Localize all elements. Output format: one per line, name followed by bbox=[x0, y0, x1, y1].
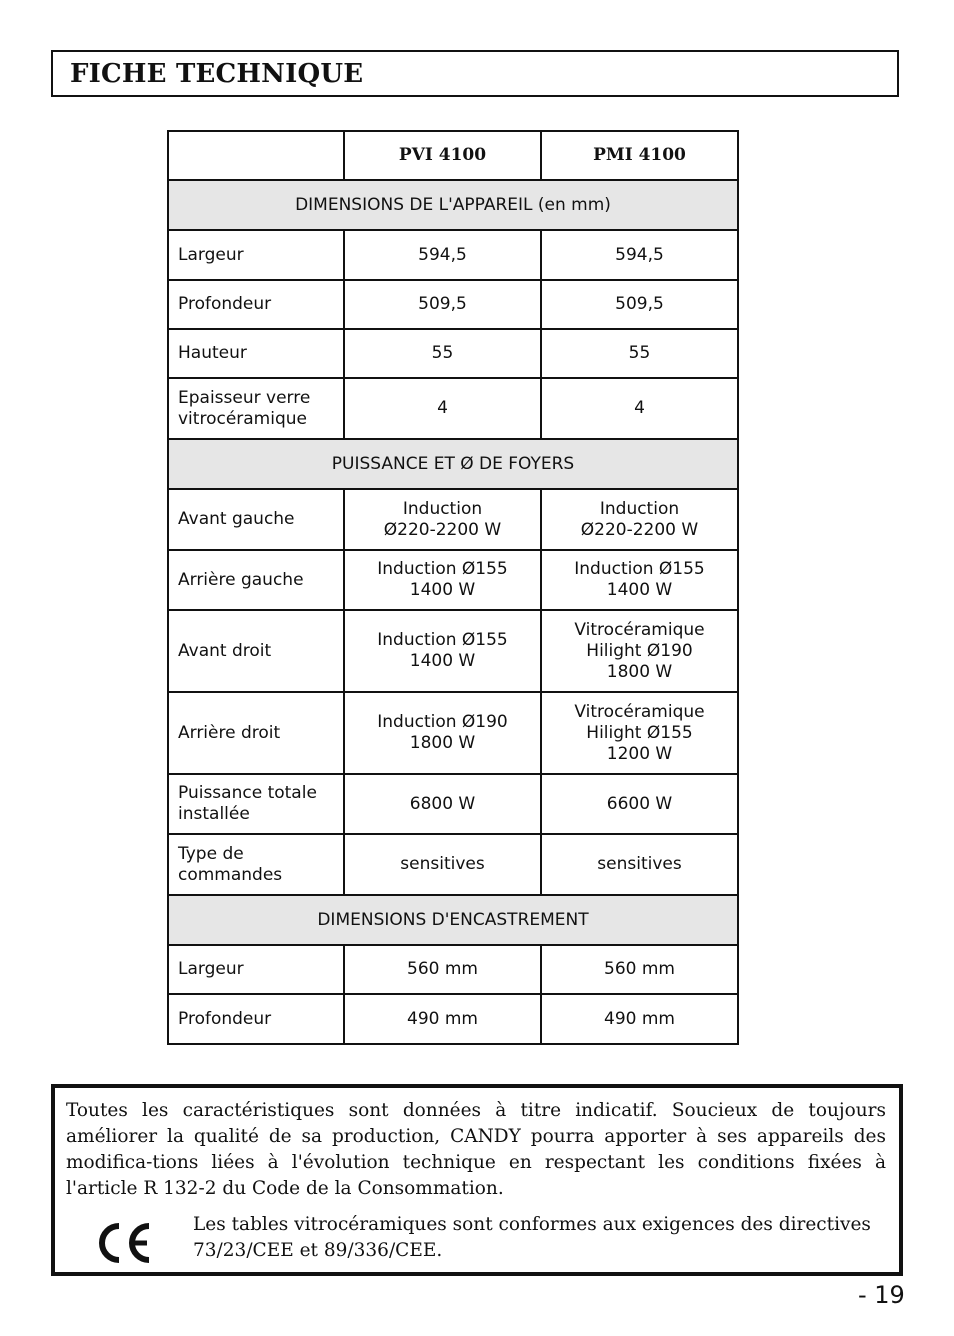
section-heading: DIMENSIONS D'ENCASTREMENT bbox=[168, 895, 738, 945]
cell-line: Hilight Ø155 bbox=[586, 722, 693, 743]
pmi-value bbox=[541, 550, 738, 610]
pmi-value bbox=[541, 692, 738, 774]
pvi-value bbox=[344, 692, 541, 774]
table-row bbox=[168, 230, 738, 280]
cell-line: 4 bbox=[634, 398, 645, 418]
cell-line: installée bbox=[178, 804, 250, 824]
table-row bbox=[168, 834, 738, 895]
note-box bbox=[51, 1084, 903, 1276]
cell-line: 509,5 bbox=[615, 294, 664, 314]
model-header: PMI 4100 bbox=[541, 131, 738, 180]
cell-line: commandes bbox=[178, 864, 283, 885]
cell-line: Largeur bbox=[178, 244, 244, 265]
cell-line: sensitives bbox=[597, 854, 682, 874]
cell-line: vitrocéramique bbox=[178, 408, 307, 429]
cell-line: 1200 W bbox=[606, 743, 673, 764]
cell-line: Vitrocéramique bbox=[574, 619, 705, 640]
row-label bbox=[168, 489, 344, 550]
cell-line: Profondeur bbox=[178, 294, 272, 314]
row-label bbox=[168, 994, 344, 1044]
cell-line: 1400 W bbox=[409, 651, 476, 671]
cell-line: 594,5 bbox=[418, 244, 467, 265]
pmi-value bbox=[541, 489, 738, 550]
pmi-value bbox=[541, 280, 738, 329]
cell-line: 490 mm bbox=[407, 1008, 478, 1029]
table-row bbox=[168, 774, 738, 834]
cell-line: Puissance totale bbox=[178, 783, 317, 803]
table-row bbox=[168, 610, 738, 692]
cell-line: Arrière gauche bbox=[178, 569, 304, 590]
cell-line: 1400 W bbox=[606, 580, 673, 600]
row-label bbox=[168, 550, 344, 610]
cell-line: 6600 W bbox=[606, 793, 673, 814]
pmi-value bbox=[541, 834, 738, 895]
pmi-value bbox=[541, 610, 738, 692]
row-label bbox=[168, 610, 344, 692]
row-label bbox=[168, 378, 344, 439]
cell-line: Induction Ø155 bbox=[377, 630, 508, 650]
cell-line: Hauteur bbox=[178, 343, 247, 363]
cell-line: 509,5 bbox=[418, 294, 467, 314]
table-row bbox=[168, 378, 738, 439]
section-header-row bbox=[168, 895, 738, 945]
cell-line: Induction bbox=[599, 498, 680, 519]
cell-line: 1800 W bbox=[409, 733, 476, 753]
pmi-value bbox=[541, 774, 738, 834]
table-row bbox=[168, 945, 738, 994]
cell-line: Induction Ø190 bbox=[377, 712, 508, 732]
pvi-value bbox=[344, 550, 541, 610]
cell-line: Vitrocéramique bbox=[574, 701, 705, 722]
row-label bbox=[168, 692, 344, 774]
pmi-value bbox=[541, 945, 738, 994]
pvi-value bbox=[344, 994, 541, 1044]
cell-line: sensitives bbox=[400, 854, 485, 874]
disclaimer-text: Toutes les caractéristiques sont données à titre indicatif. Soucieux de toujours améliorer la qualité de sa production, CANDY pourra apporter à ses appareils des modifica-tions liées à l'évolution technique en respectant les conditions fixées à l'article R 132-2 du Code de la Consommation. bbox=[66, 1100, 886, 1199]
pvi-value bbox=[344, 329, 541, 378]
table-row bbox=[168, 489, 738, 550]
row-label bbox=[168, 280, 344, 329]
cell-line: 55 bbox=[628, 343, 651, 363]
table-row bbox=[168, 550, 738, 610]
pvi-value bbox=[344, 774, 541, 834]
spec-table bbox=[167, 130, 739, 1045]
pvi-value bbox=[344, 489, 541, 550]
cell-line: Induction Ø155 bbox=[377, 559, 508, 579]
cell-line: 560 mm bbox=[407, 959, 478, 979]
title-box bbox=[51, 50, 899, 97]
pvi-value bbox=[344, 378, 541, 439]
table-row bbox=[168, 994, 738, 1044]
section-header-row bbox=[168, 439, 738, 489]
cell-line: Induction bbox=[402, 498, 483, 519]
cell-line: 55 bbox=[431, 343, 454, 363]
table-row bbox=[168, 280, 738, 329]
pmi-value bbox=[541, 378, 738, 439]
section-heading: PUISSANCE ET Ø DE FOYERS bbox=[168, 439, 738, 489]
cell-line: Profondeur bbox=[178, 1008, 272, 1029]
pvi-value bbox=[344, 834, 541, 895]
cell-line: Arrière droit bbox=[178, 722, 281, 743]
pvi-value bbox=[344, 280, 541, 329]
row-label bbox=[168, 774, 344, 834]
section-header-row bbox=[168, 180, 738, 230]
cell-line: Largeur bbox=[178, 959, 244, 979]
table-row bbox=[168, 329, 738, 378]
pmi-value bbox=[541, 994, 738, 1044]
row-label bbox=[168, 329, 344, 378]
cell-line: 490 mm bbox=[604, 1008, 675, 1029]
model-header: PVI 4100 bbox=[344, 131, 541, 180]
cell-line: Ø220-2200 W bbox=[580, 519, 699, 540]
row-label bbox=[168, 945, 344, 994]
section-heading: DIMENSIONS DE L'APPAREIL (en mm) bbox=[168, 180, 738, 230]
table-header-row bbox=[168, 131, 738, 180]
header-empty-cell bbox=[168, 131, 344, 180]
ce-mark-icon bbox=[95, 1220, 155, 1266]
row-label bbox=[168, 834, 344, 895]
cell-line: 594,5 bbox=[615, 244, 664, 265]
pvi-value bbox=[344, 610, 541, 692]
cell-line: 1800 W bbox=[606, 661, 673, 682]
cell-line: 4 bbox=[437, 398, 448, 418]
cell-line: Induction Ø155 bbox=[574, 559, 705, 579]
cell-line: 6800 W bbox=[409, 793, 476, 814]
cell-line: Avant droit bbox=[178, 640, 272, 661]
pmi-value bbox=[541, 230, 738, 280]
ce-compliance-text: Les tables vitrocéramiques sont conformes aux exigences des directives 73/23/CEE et 89/336/CEE. bbox=[193, 1214, 871, 1261]
cell-line: 560 mm bbox=[604, 959, 675, 979]
page-number: - 19 bbox=[858, 1281, 905, 1309]
cell-line: Epaisseur verre bbox=[178, 387, 311, 408]
pvi-value bbox=[344, 230, 541, 280]
row-label bbox=[168, 230, 344, 280]
cell-line: Type de bbox=[178, 843, 244, 864]
page-title: FICHE TECHNIQUE bbox=[70, 59, 364, 89]
cell-line: 1400 W bbox=[409, 580, 476, 600]
cell-line: Hilight Ø190 bbox=[586, 640, 693, 661]
pvi-value bbox=[344, 945, 541, 994]
cell-line: Ø220-2200 W bbox=[383, 519, 502, 540]
pmi-value bbox=[541, 329, 738, 378]
table-row bbox=[168, 692, 738, 774]
cell-line: Avant gauche bbox=[178, 509, 295, 529]
